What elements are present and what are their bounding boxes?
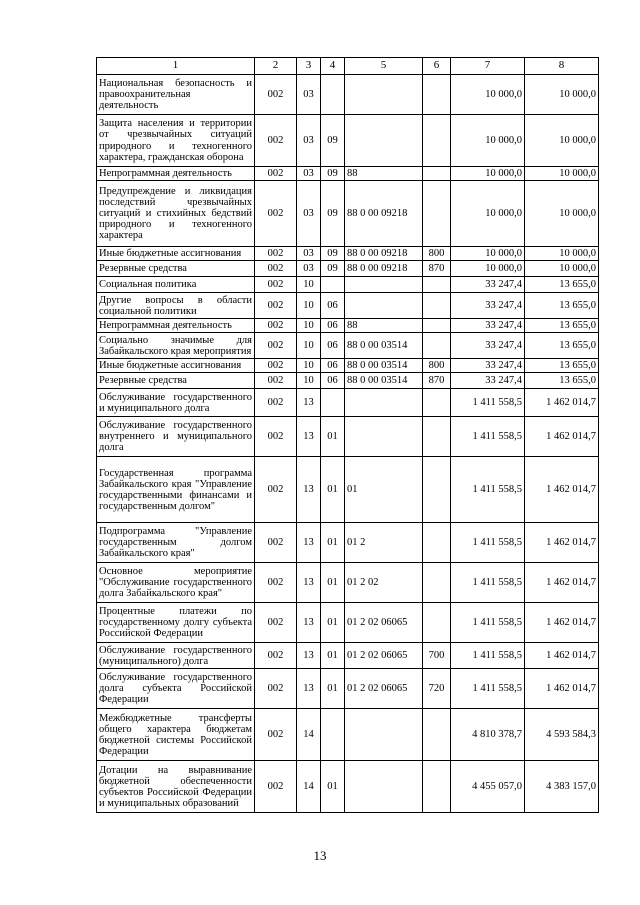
row-amount-cell: 13 655,0 bbox=[525, 373, 599, 389]
row-name-cell: Обслуживание государственного внутреннего и муниципального долга bbox=[97, 417, 255, 457]
row-expense-type-cell bbox=[423, 603, 451, 643]
column-header: 3 bbox=[297, 58, 321, 75]
row-amount-cell: 1 462 014,7 bbox=[525, 603, 599, 643]
row-expense-type-cell bbox=[423, 75, 451, 115]
row-code-cell: 002 bbox=[255, 167, 297, 181]
row-code-cell: 002 bbox=[255, 709, 297, 761]
row-amount-cell: 33 247,4 bbox=[451, 333, 525, 359]
table-row bbox=[97, 333, 599, 359]
row-subsection-cell: 09 bbox=[321, 167, 345, 181]
row-code-cell: 002 bbox=[255, 181, 297, 247]
row-code-cell: 002 bbox=[255, 115, 297, 167]
row-amount-cell: 1 462 014,7 bbox=[525, 523, 599, 563]
row-section-cell: 13 bbox=[297, 669, 321, 709]
row-amount-cell: 10 000,0 bbox=[525, 167, 599, 181]
table-row bbox=[97, 563, 599, 603]
row-amount-cell: 10 000,0 bbox=[525, 261, 599, 277]
table-row bbox=[97, 181, 599, 247]
row-expense-type-cell bbox=[423, 181, 451, 247]
row-target-article-cell: 88 0 00 09218 bbox=[345, 247, 423, 261]
table-row bbox=[97, 75, 599, 115]
row-section-cell: 10 bbox=[297, 293, 321, 319]
row-amount-cell: 1 462 014,7 bbox=[525, 563, 599, 603]
row-amount-cell: 1 411 558,5 bbox=[451, 523, 525, 563]
table-row bbox=[97, 709, 599, 761]
row-name-cell: Межбюджетные трансферты общего характера бюджетам бюджетной системы Российской Федерации bbox=[97, 709, 255, 761]
row-name-cell: Социально значимые для Забайкальского края мероприятия bbox=[97, 333, 255, 359]
table-row bbox=[97, 319, 599, 333]
column-header: 6 bbox=[423, 58, 451, 75]
row-code-cell: 002 bbox=[255, 643, 297, 669]
column-header: 1 bbox=[97, 58, 255, 75]
row-subsection-cell: 01 bbox=[321, 761, 345, 813]
table-row bbox=[97, 523, 599, 563]
row-subsection-cell: 09 bbox=[321, 115, 345, 167]
row-section-cell: 13 bbox=[297, 417, 321, 457]
row-expense-type-cell bbox=[423, 277, 451, 293]
row-expense-type-cell bbox=[423, 333, 451, 359]
row-amount-cell: 10 000,0 bbox=[525, 75, 599, 115]
row-amount-cell: 33 247,4 bbox=[451, 359, 525, 373]
row-subsection-cell: 01 bbox=[321, 563, 345, 603]
row-subsection-cell: 01 bbox=[321, 417, 345, 457]
row-amount-cell: 1 462 014,7 bbox=[525, 669, 599, 709]
row-target-article-cell: 88 0 00 09218 bbox=[345, 181, 423, 247]
row-expense-type-cell bbox=[423, 523, 451, 563]
row-name-cell: Другие вопросы в области социальной политики bbox=[97, 293, 255, 319]
row-code-cell: 002 bbox=[255, 669, 297, 709]
row-amount-cell: 33 247,4 bbox=[451, 277, 525, 293]
row-section-cell: 14 bbox=[297, 709, 321, 761]
row-code-cell: 002 bbox=[255, 319, 297, 333]
row-amount-cell: 1 462 014,7 bbox=[525, 643, 599, 669]
row-target-article-cell bbox=[345, 709, 423, 761]
row-amount-cell: 1 462 014,7 bbox=[525, 389, 599, 417]
budget-table bbox=[96, 57, 599, 813]
row-section-cell: 14 bbox=[297, 761, 321, 813]
row-code-cell: 002 bbox=[255, 523, 297, 563]
row-target-article-cell: 01 2 02 06065 bbox=[345, 643, 423, 669]
row-target-article-cell bbox=[345, 761, 423, 813]
row-amount-cell: 1 411 558,5 bbox=[451, 563, 525, 603]
row-amount-cell: 10 000,0 bbox=[525, 181, 599, 247]
row-amount-cell: 10 000,0 bbox=[451, 115, 525, 167]
row-name-cell: Социальная политика bbox=[97, 277, 255, 293]
table-row bbox=[97, 115, 599, 167]
row-code-cell: 002 bbox=[255, 457, 297, 523]
row-section-cell: 03 bbox=[297, 115, 321, 167]
row-target-article-cell bbox=[345, 75, 423, 115]
row-section-cell: 03 bbox=[297, 247, 321, 261]
row-name-cell: Обслуживание государственного долга субъекта Российской Федерации bbox=[97, 669, 255, 709]
row-subsection-cell: 06 bbox=[321, 333, 345, 359]
table-header-row bbox=[97, 58, 599, 75]
row-section-cell: 03 bbox=[297, 261, 321, 277]
row-code-cell: 002 bbox=[255, 563, 297, 603]
column-header: 8 bbox=[525, 58, 599, 75]
row-section-cell: 10 bbox=[297, 359, 321, 373]
row-amount-cell: 1 411 558,5 bbox=[451, 603, 525, 643]
row-name-cell: Непрограммная деятельность bbox=[97, 319, 255, 333]
row-expense-type-cell bbox=[423, 563, 451, 603]
table-row bbox=[97, 603, 599, 643]
row-code-cell: 002 bbox=[255, 333, 297, 359]
row-amount-cell: 10 000,0 bbox=[451, 75, 525, 115]
row-amount-cell: 1 462 014,7 bbox=[525, 417, 599, 457]
row-name-cell: Непрограммная деятельность bbox=[97, 167, 255, 181]
row-name-cell: Иные бюджетные ассигнования bbox=[97, 247, 255, 261]
row-subsection-cell: 01 bbox=[321, 669, 345, 709]
row-code-cell: 002 bbox=[255, 603, 297, 643]
row-amount-cell: 10 000,0 bbox=[525, 247, 599, 261]
row-target-article-cell bbox=[345, 277, 423, 293]
row-target-article-cell bbox=[345, 293, 423, 319]
row-section-cell: 03 bbox=[297, 75, 321, 115]
table-row bbox=[97, 389, 599, 417]
row-name-cell: Процентные платежи по государственному долгу субъекта Российской Федерации bbox=[97, 603, 255, 643]
row-name-cell: Защита населения и территории от чрезвычайных ситуаций природного и техногенного характера, гражданская оборона bbox=[97, 115, 255, 167]
row-code-cell: 002 bbox=[255, 277, 297, 293]
row-target-article-cell: 88 0 00 03514 bbox=[345, 359, 423, 373]
row-code-cell: 002 bbox=[255, 417, 297, 457]
row-amount-cell: 4 383 157,0 bbox=[525, 761, 599, 813]
row-target-article-cell: 01 bbox=[345, 457, 423, 523]
row-subsection-cell: 01 bbox=[321, 457, 345, 523]
row-amount-cell: 1 462 014,7 bbox=[525, 457, 599, 523]
row-expense-type-cell bbox=[423, 457, 451, 523]
row-subsection-cell bbox=[321, 709, 345, 761]
row-expense-type-cell: 870 bbox=[423, 261, 451, 277]
row-target-article-cell: 88 0 00 09218 bbox=[345, 261, 423, 277]
row-subsection-cell: 09 bbox=[321, 247, 345, 261]
row-section-cell: 13 bbox=[297, 389, 321, 417]
row-amount-cell: 10 000,0 bbox=[451, 181, 525, 247]
row-amount-cell: 33 247,4 bbox=[451, 293, 525, 319]
row-expense-type-cell bbox=[423, 761, 451, 813]
table-row bbox=[97, 669, 599, 709]
row-section-cell: 13 bbox=[297, 523, 321, 563]
row-name-cell: Иные бюджетные ассигнования bbox=[97, 359, 255, 373]
row-code-cell: 002 bbox=[255, 761, 297, 813]
row-name-cell: Национальная безопасность и правоохранительная деятельность bbox=[97, 75, 255, 115]
table-body bbox=[97, 75, 599, 813]
row-amount-cell: 33 247,4 bbox=[451, 319, 525, 333]
row-expense-type-cell: 800 bbox=[423, 359, 451, 373]
row-subsection-cell: 06 bbox=[321, 319, 345, 333]
row-name-cell: Резервные средства bbox=[97, 261, 255, 277]
row-subsection-cell: 09 bbox=[321, 261, 345, 277]
row-expense-type-cell bbox=[423, 293, 451, 319]
row-amount-cell: 13 655,0 bbox=[525, 333, 599, 359]
row-code-cell: 002 bbox=[255, 261, 297, 277]
row-amount-cell: 4 810 378,7 bbox=[451, 709, 525, 761]
table-row bbox=[97, 417, 599, 457]
row-expense-type-cell bbox=[423, 115, 451, 167]
row-amount-cell: 10 000,0 bbox=[451, 247, 525, 261]
row-amount-cell: 10 000,0 bbox=[451, 167, 525, 181]
table-row bbox=[97, 167, 599, 181]
row-section-cell: 13 bbox=[297, 563, 321, 603]
table-row bbox=[97, 359, 599, 373]
row-subsection-cell: 01 bbox=[321, 523, 345, 563]
row-target-article-cell: 88 bbox=[345, 167, 423, 181]
row-subsection-cell bbox=[321, 389, 345, 417]
row-code-cell: 002 bbox=[255, 389, 297, 417]
table-row bbox=[97, 373, 599, 389]
row-section-cell: 03 bbox=[297, 181, 321, 247]
row-target-article-cell: 01 2 02 06065 bbox=[345, 669, 423, 709]
row-target-article-cell bbox=[345, 389, 423, 417]
row-section-cell: 10 bbox=[297, 277, 321, 293]
row-section-cell: 13 bbox=[297, 643, 321, 669]
row-subsection-cell: 06 bbox=[321, 373, 345, 389]
row-expense-type-cell bbox=[423, 167, 451, 181]
row-target-article-cell: 88 bbox=[345, 319, 423, 333]
page-number: 13 bbox=[313, 848, 327, 863]
row-section-cell: 13 bbox=[297, 457, 321, 523]
row-name-cell: Основное мероприятие "Обслуживание государственного долга Забайкальского края" bbox=[97, 563, 255, 603]
row-expense-type-cell bbox=[423, 319, 451, 333]
row-amount-cell: 10 000,0 bbox=[525, 115, 599, 167]
row-amount-cell: 4 593 584,3 bbox=[525, 709, 599, 761]
row-subsection-cell: 06 bbox=[321, 293, 345, 319]
table-row bbox=[97, 643, 599, 669]
table-row bbox=[97, 761, 599, 813]
row-expense-type-cell bbox=[423, 709, 451, 761]
row-amount-cell: 1 411 558,5 bbox=[451, 389, 525, 417]
row-amount-cell: 1 411 558,5 bbox=[451, 417, 525, 457]
row-expense-type-cell: 700 bbox=[423, 643, 451, 669]
row-amount-cell: 33 247,4 bbox=[451, 373, 525, 389]
row-code-cell: 002 bbox=[255, 359, 297, 373]
row-subsection-cell: 01 bbox=[321, 643, 345, 669]
row-amount-cell: 1 411 558,5 bbox=[451, 457, 525, 523]
row-expense-type-cell: 800 bbox=[423, 247, 451, 261]
table-row bbox=[97, 261, 599, 277]
row-amount-cell: 13 655,0 bbox=[525, 319, 599, 333]
row-section-cell: 13 bbox=[297, 603, 321, 643]
row-code-cell: 002 bbox=[255, 247, 297, 261]
row-target-article-cell: 01 2 bbox=[345, 523, 423, 563]
row-target-article-cell: 88 0 00 03514 bbox=[345, 333, 423, 359]
row-code-cell: 002 bbox=[255, 293, 297, 319]
row-name-cell: Обслуживание государственного (муниципального) долга bbox=[97, 643, 255, 669]
row-name-cell: Обслуживание государственного и муниципального долга bbox=[97, 389, 255, 417]
table-row bbox=[97, 293, 599, 319]
row-amount-cell: 13 655,0 bbox=[525, 277, 599, 293]
row-target-article-cell bbox=[345, 417, 423, 457]
row-subsection-cell: 06 bbox=[321, 359, 345, 373]
row-target-article-cell: 01 2 02 06065 bbox=[345, 603, 423, 643]
row-amount-cell: 13 655,0 bbox=[525, 293, 599, 319]
table-row bbox=[97, 277, 599, 293]
row-name-cell: Подпрограмма "Управление государственным долгом Забайкальского края" bbox=[97, 523, 255, 563]
row-name-cell: Резервные средства bbox=[97, 373, 255, 389]
table-row bbox=[97, 247, 599, 261]
row-amount-cell: 10 000,0 bbox=[451, 261, 525, 277]
row-amount-cell: 1 411 558,5 bbox=[451, 643, 525, 669]
row-section-cell: 10 bbox=[297, 373, 321, 389]
row-amount-cell: 13 655,0 bbox=[525, 359, 599, 373]
row-section-cell: 10 bbox=[297, 319, 321, 333]
row-section-cell: 03 bbox=[297, 167, 321, 181]
row-subsection-cell bbox=[321, 75, 345, 115]
row-subsection-cell: 09 bbox=[321, 181, 345, 247]
column-header: 5 bbox=[345, 58, 423, 75]
row-subsection-cell bbox=[321, 277, 345, 293]
row-expense-type-cell bbox=[423, 417, 451, 457]
row-target-article-cell: 88 0 00 03514 bbox=[345, 373, 423, 389]
row-name-cell: Дотации на выравнивание бюджетной обеспеченности субъектов Российской Федерации и муниципальных образований bbox=[97, 761, 255, 813]
row-expense-type-cell bbox=[423, 389, 451, 417]
row-code-cell: 002 bbox=[255, 373, 297, 389]
table-row bbox=[97, 457, 599, 523]
column-header: 7 bbox=[451, 58, 525, 75]
row-target-article-cell bbox=[345, 115, 423, 167]
row-section-cell: 10 bbox=[297, 333, 321, 359]
row-expense-type-cell: 870 bbox=[423, 373, 451, 389]
row-target-article-cell: 01 2 02 bbox=[345, 563, 423, 603]
row-name-cell: Государственная программа Забайкальского края "Управление государственными финансами и государственным долгом" bbox=[97, 457, 255, 523]
row-amount-cell: 4 455 057,0 bbox=[451, 761, 525, 813]
row-expense-type-cell: 720 bbox=[423, 669, 451, 709]
column-header: 2 bbox=[255, 58, 297, 75]
column-header: 4 bbox=[321, 58, 345, 75]
row-code-cell: 002 bbox=[255, 75, 297, 115]
row-subsection-cell: 01 bbox=[321, 603, 345, 643]
row-amount-cell: 1 411 558,5 bbox=[451, 669, 525, 709]
row-name-cell: Предупреждение и ликвидация последствий чрезвычайных ситуаций и стихийных бедствий природного и техногенного характера bbox=[97, 181, 255, 247]
